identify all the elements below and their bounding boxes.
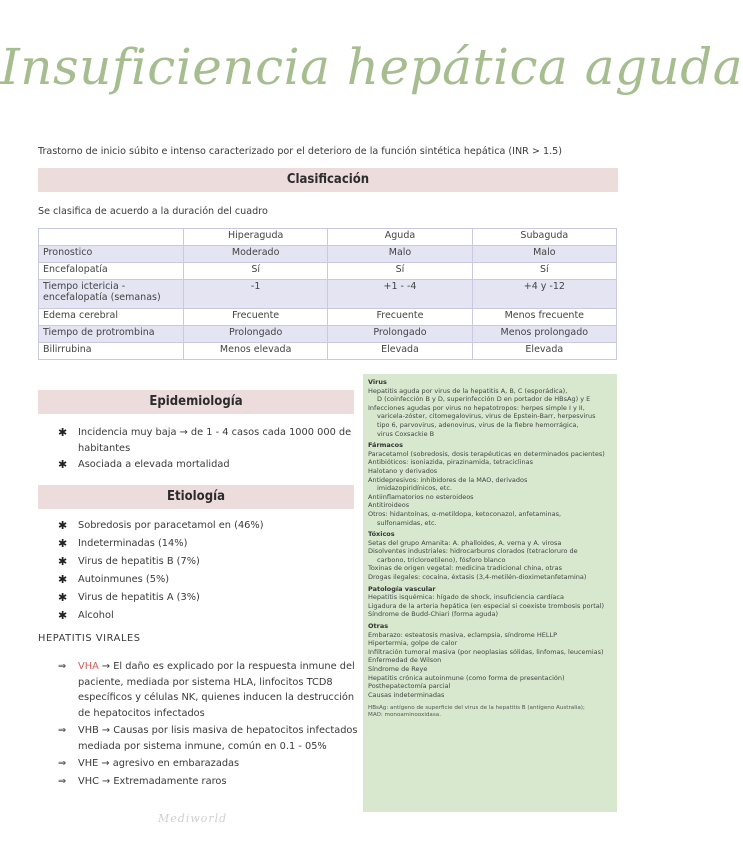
list-item-text: → agresivo en embarazadas	[98, 758, 240, 769]
table-cell: Sí	[472, 263, 616, 280]
epidemiology-heading: Epidemiología	[38, 390, 354, 414]
double-arrow-icon: ⇒	[58, 775, 67, 787]
table-cell: -1	[184, 280, 328, 309]
epidemiology-list	[58, 425, 358, 473]
table-cell: Menos prolongado	[472, 326, 616, 343]
list-item-text: → El daño es explicado por la respuesta inmune del paciente, mediada por sistema HLA, linfocitos TCD8 específicos y células NK, quienes inducen la destrucción de hepatocitos infectados	[78, 661, 355, 719]
table-cell: Malo	[472, 246, 616, 263]
table-cell: Elevada	[328, 343, 472, 360]
row-label: Encefalopatía	[39, 263, 184, 280]
causes-toxics-heading: Tóxicos	[368, 530, 395, 539]
double-arrow-icon: ⇒	[58, 661, 67, 672]
intro-text: Trastorno de inicio súbito e intenso caracterizado por el deterioro de la función sintética hepática (INR > 1.5)	[38, 146, 562, 157]
list-item-text: Indeterminadas (14%)	[78, 538, 188, 549]
row-label: Tiempo de protrombina	[39, 326, 184, 343]
list-item	[58, 607, 338, 625]
table-header-cell: Subaguda	[472, 229, 616, 246]
causes-panel	[363, 374, 617, 812]
list-item: Posthepatectomía parcial	[368, 682, 451, 691]
asterisk-bullet-icon: ✱	[58, 426, 68, 439]
table-row	[39, 309, 617, 326]
virus-tag: VHA	[78, 661, 99, 672]
table-header-row	[39, 229, 617, 246]
asterisk-bullet-icon: ✱	[58, 555, 68, 568]
asterisk-bullet-icon: ✱	[58, 458, 68, 471]
page-title: Insuficiencia hepática aguda	[0, 38, 743, 96]
list-item: Síndrome de Budd-Chiari (forma aguda)	[368, 610, 499, 619]
causes-drugs-heading: Fármacos	[368, 441, 403, 450]
list-item	[58, 553, 338, 571]
list-item-text: Asociada a elevada mortalidad	[78, 459, 230, 470]
table-header-cell	[39, 229, 184, 246]
list-item: Causas indeterminadas	[368, 690, 445, 699]
table-cell: Frecuente	[328, 309, 472, 326]
list-item: imidazopiridínicos, etc.	[377, 484, 452, 493]
table-cell: Sí	[328, 263, 472, 280]
classification-table	[38, 228, 617, 360]
asterisk-bullet-icon: ✱	[58, 519, 68, 532]
table-row	[39, 280, 617, 309]
list-item: virus Coxsackie B	[377, 429, 435, 438]
double-arrow-icon: ⇒	[58, 725, 67, 736]
causes-virus-heading: Virus	[368, 378, 387, 386]
list-item: Ligadura de la arteria hepática (en especial si coexiste trombosis portal)	[368, 601, 605, 610]
list-item-text: → Extremadamente raros	[98, 775, 227, 787]
virus-tag: VHB	[78, 725, 99, 736]
list-item: Antiinflamatorios no esteroideos	[368, 492, 474, 501]
table-cell: +1 - -4	[328, 280, 472, 309]
table-cell: Sí	[184, 263, 328, 280]
list-item: Drogas ilegales: cocaína, éxtasis (3,4-metilén-dioximetanfetamina)	[368, 573, 587, 582]
list-item	[58, 425, 358, 457]
causes-vascular-heading: Patología vascular	[368, 584, 436, 593]
viral-hepatitis-heading: HEPATITIS VIRALES	[38, 633, 141, 644]
list-item: Infiltración tumoral masiva (por neoplasias sólidas, linfomas, leucemias)	[368, 647, 604, 656]
list-item: Síndrome de Reye	[368, 665, 428, 673]
table-cell: Prolongado	[184, 326, 328, 343]
footnote-line: HBsAg: antígeno de superficie del virus de la hepatitis B (antígeno Australia);	[368, 705, 585, 712]
double-arrow-icon: ⇒	[58, 758, 67, 769]
table-cell: Elevada	[472, 343, 616, 360]
virus-tag: VHE	[78, 758, 99, 769]
list-item: Paracetamol (sobredosis, dosis terapéuticas en determinados pacientes)	[368, 449, 605, 458]
list-item	[58, 457, 358, 473]
list-item: Embarazo: esteatosis masiva, eclampsia, síndrome HELLP	[368, 630, 558, 639]
list-item: Enfermedad de Wilson	[368, 656, 442, 665]
list-item: Halotano y derivados	[368, 466, 438, 475]
causes-others-heading: Otras	[368, 622, 389, 631]
table-cell: Frecuente	[184, 309, 328, 326]
footnote-line: MAO: monoaminooxidasa.	[368, 712, 441, 719]
list-item	[58, 589, 338, 607]
list-item: tipo 6, parvovirus, adenovirus, virus de la fiebre hemorrágica,	[377, 420, 579, 429]
list-item-text: Virus de hepatitis B (7%)	[78, 556, 200, 567]
list-item: Hepatitis aguda por virus de la hepatitis A, B, C (esporádica),	[368, 386, 568, 395]
list-item	[58, 535, 338, 553]
table-cell: Prolongado	[328, 326, 472, 343]
classification-subtitle: Se clasifica de acuerdo a la duración del cuadro	[38, 206, 268, 217]
row-label: Pronostico	[39, 246, 184, 263]
list-item: Setas del grupo Amanita: A. phalloides, A. verna y A. virosa	[368, 538, 562, 547]
list-item: Hepatitis crónica autoinmune (como forma de presentación)	[368, 673, 565, 682]
list-item: Hepatitis isquémica: hígado de shock, insuficiencia cardíaca	[368, 593, 564, 602]
table-cell: Menos elevada	[184, 343, 328, 360]
list-item	[58, 774, 358, 790]
list-item: varicela-zóster, citomegalovirus, virus de Epstein-Barr, herpesvirus	[377, 412, 596, 421]
list-item: Antitiroideos	[368, 501, 410, 510]
list-item: Infecciones agudas por virus no hepatotropos: herpes simple I y II,	[368, 403, 585, 412]
table-row	[39, 246, 617, 263]
asterisk-bullet-icon: ✱	[58, 591, 68, 604]
list-item: Toxinas de origen vegetal: medicina tradicional china, otras	[368, 564, 562, 573]
table-cell: Menos frecuente	[472, 309, 616, 326]
list-item: carbono, tricloroetileno), fósforo blanco	[377, 555, 506, 564]
row-label: Edema cerebral	[39, 309, 184, 326]
table-cell: Moderado	[184, 246, 328, 263]
list-item: Disolventes industriales: hidrocarburos clorados (tetracloruro de	[368, 547, 578, 556]
list-item: D (coinfección B y D, superinfección D en portador de HBsAg) y E	[377, 395, 591, 404]
table-row	[39, 326, 617, 343]
table-row	[39, 263, 617, 280]
table-row	[39, 343, 617, 360]
list-item-text: Sobredosis por paracetamol en (46%)	[78, 520, 264, 531]
watermark: Mediworld	[158, 812, 228, 825]
list-item: Hipertermia, golpe de calor	[368, 639, 458, 648]
etiology-list	[58, 517, 338, 625]
asterisk-bullet-icon: ✱	[58, 537, 68, 550]
table-cell: Malo	[328, 246, 472, 263]
asterisk-bullet-icon: ✱	[58, 573, 68, 586]
list-item	[58, 517, 338, 535]
list-item: Otros: hidantoínas, α-metildopa, ketoconazol, anfetaminas,	[368, 509, 562, 518]
list-item	[58, 723, 358, 754]
viral-hepatitis-list	[58, 659, 358, 791]
etiology-heading: Etiología	[38, 485, 354, 509]
list-item: Antibióticos: isoniazida, pirazinamida, tetraciclinas	[368, 458, 534, 467]
asterisk-bullet-icon: ✱	[58, 609, 68, 622]
list-item	[58, 571, 338, 589]
list-item	[58, 659, 358, 721]
virus-tag: VHC	[78, 775, 99, 787]
list-item: Antidepresivos: inhibidores de la MAO, derivados	[368, 475, 528, 484]
list-item-text: → Causas por lisis masiva de hepatocitos infectados mediada por sistema inmune, común en 0.1 - 05%	[78, 725, 358, 752]
classification-heading: Clasificación	[38, 168, 618, 192]
list-item-text: Virus de hepatitis A (3%)	[78, 592, 200, 603]
list-item-text: Incidencia muy baja → de 1 - 4 casos cada 1000 000 de habitantes	[78, 427, 352, 454]
list-item-text: Alcohol	[78, 610, 114, 621]
row-label: Bilirrubina	[39, 343, 184, 360]
table-header-cell: Hiperaguda	[184, 229, 328, 246]
list-item	[58, 756, 358, 772]
footnote	[368, 705, 612, 719]
list-item-text: Autoinmunes (5%)	[78, 574, 170, 585]
table-cell: +4 y -12	[472, 280, 616, 309]
list-item: sulfonamidas, etc.	[377, 518, 437, 527]
row-label: Tiempo ictericia - encefalopatía (semanas)	[39, 280, 184, 309]
table-header-cell: Aguda	[328, 229, 472, 246]
